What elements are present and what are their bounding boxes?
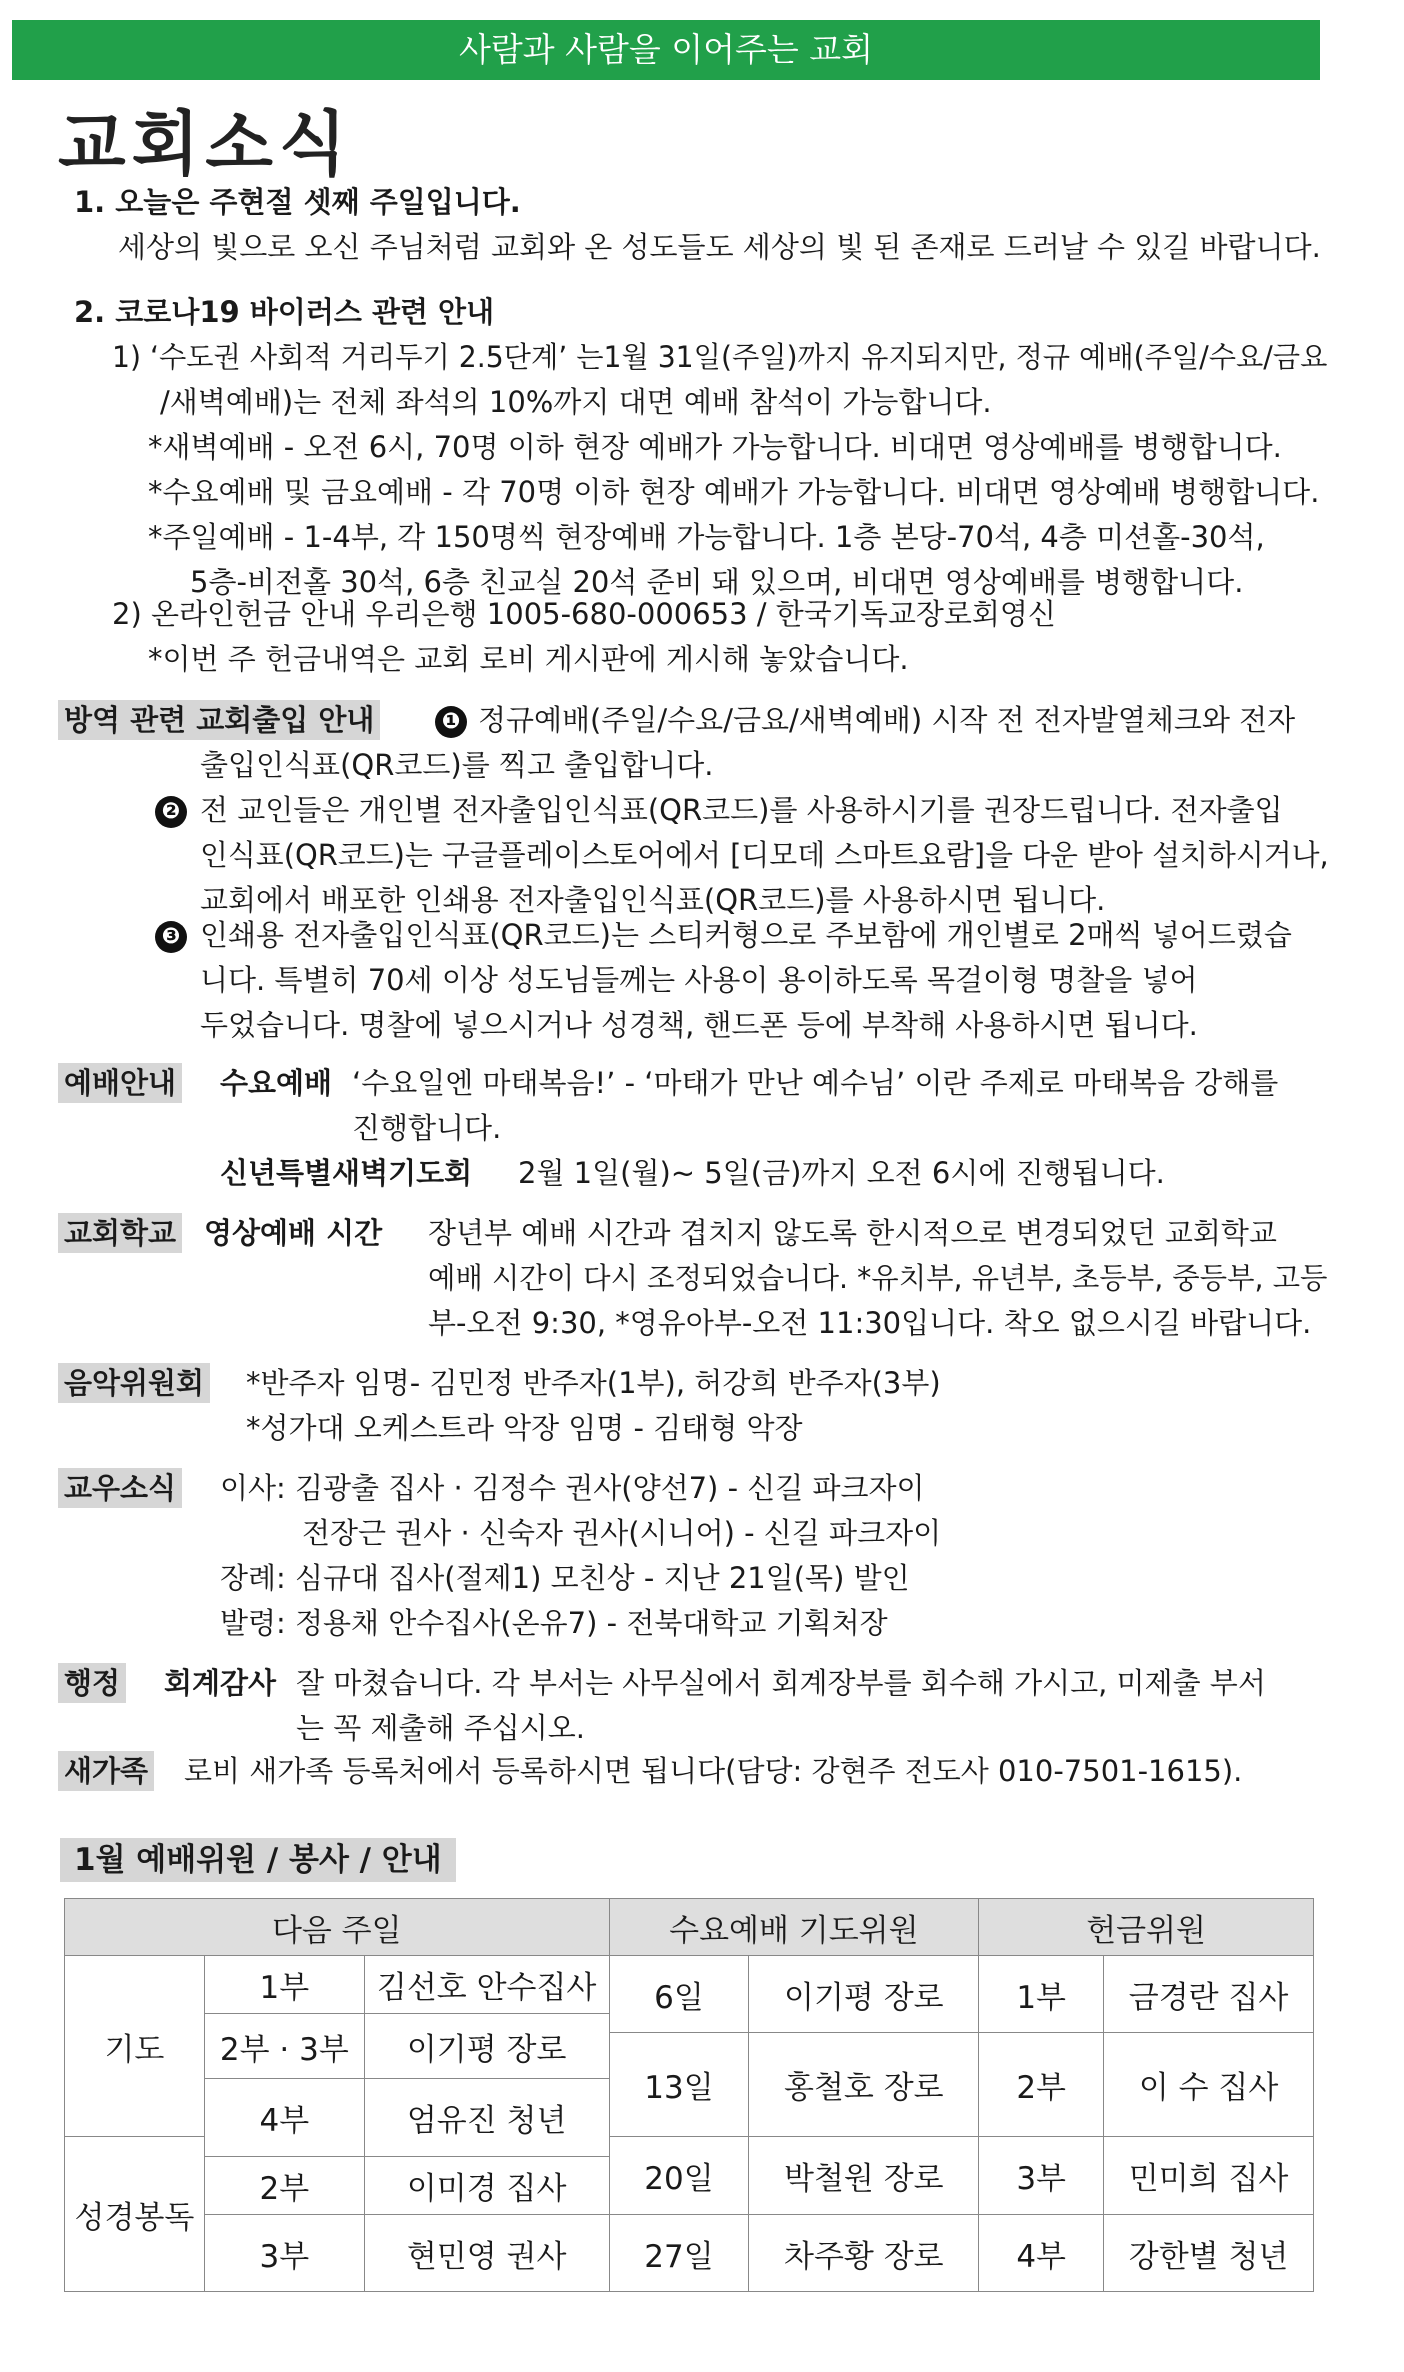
service-cell: 2부 [204, 2157, 364, 2215]
quarantine-p1-line1: 정규예배(주일/수요/금요/새벽예배) 시작 전 전자발열체크와 전자 [478, 703, 1296, 737]
quarantine-p1-line2: 출입인식표(QR코드)를 찍고 출입합니다. [200, 748, 714, 782]
wednesday-service-line1: ‘수요일엔 마태복음!’ - ‘마태가 만난 예수님’ 이란 주제로 마태복음 강해를 [352, 1066, 1279, 1100]
members-line1: 이사: 김광출 집사 · 김정수 권사(양선7) - 신길 파크자이 [220, 1471, 925, 1505]
newfamily-text: 로비 새가족 등록처에서 등록하시면 됩니다(담당: 강현주 전도사 010-7501-1615). [184, 1754, 1243, 1788]
number-3-badge: ❸ [155, 921, 187, 953]
person-cell: 엄유진 청년 [364, 2079, 609, 2157]
covid-line-6: 5층-비전홀 30석, 6층 친교실 20석 준비 돼 있으며, 비대면 영상예배를 병행합니다. [190, 565, 1244, 599]
members-line3: 장례: 심규대 집사(절제1) 모친상 - 지난 21일(목) 발인 [220, 1561, 910, 1595]
person-cell: 현민영 권사 [364, 2215, 609, 2292]
offering-name-cell: 이 수 집사 [1104, 2033, 1314, 2137]
school-line1: 장년부 예배 시간과 겹치지 않도록 한시적으로 변경되었던 교회학교 [428, 1216, 1277, 1250]
school-video-label: 영상예배 시간 [204, 1216, 383, 1250]
covid-line-2: /새벽예배)는 전체 좌석의 10%까지 대면 예배 참석이 가능합니다. [160, 385, 992, 419]
wednesday-service-line2: 진행합니다. [352, 1111, 502, 1145]
wednesday-name-cell: 이기평 장로 [749, 1956, 979, 2033]
covid-line-4: *수요예배 및 금요예배 - 각 70명 이하 현장 예배가 가능합니다. 비대면 영상예배 병행합니다. [148, 475, 1320, 509]
wednesday-date-cell: 13일 [609, 2033, 749, 2137]
offering-service-cell: 2부 [979, 2033, 1104, 2137]
offering-service-cell: 3부 [979, 2137, 1104, 2215]
covid-line-1: 1) ‘수도권 사회적 거리두기 2.5단계’ 는1월 31일(주일)까지 유지되지만, 정규 예배(주일/수요/금요 [112, 340, 1328, 374]
school-line2: 예배 시간이 다시 조정되었습니다. *유치부, 유년부, 초등부, 중등부, 고등 [428, 1261, 1328, 1295]
offering-name-cell: 강한별 청년 [1104, 2215, 1314, 2292]
offering-service-cell: 1부 [979, 1956, 1104, 2033]
header-offering: 헌금위원 [979, 1899, 1314, 1956]
service-cell: 1부 [204, 1956, 364, 2014]
offering-name-cell: 금경란 집사 [1104, 1956, 1314, 2033]
wednesday-date-cell: 27일 [609, 2215, 749, 2292]
covid-line-3: *새벽예배 - 오전 6시, 70명 이하 현장 예배가 가능합니다. 비대면 영상예배를 병행합니다. [148, 430, 1282, 464]
school-tag: 교회학교 [58, 1213, 182, 1253]
person-cell: 이미경 집사 [364, 2157, 609, 2215]
quarantine-p3-line1: 인쇄용 전자출입인식표(QR코드)는 스티커형으로 주보함에 개인별로 2매씩 넣어드렸습 [200, 918, 1292, 952]
school-line3: 부-오전 9:30, *영유아부-오전 11:30입니다. 착오 없으시길 바랍니다. [428, 1306, 1312, 1340]
offering-service-cell: 4부 [979, 2215, 1104, 2292]
service-cell: 4부 [204, 2079, 364, 2157]
covid-line-5: *주일예배 - 1-4부, 각 150명씩 현장예배 가능합니다. 1층 본당-70석, 4층 미션홀-30석, [148, 520, 1265, 554]
wednesday-date-cell: 6일 [609, 1956, 749, 2033]
item2-title: 2. 코로나19 바이러스 관련 안내 [74, 295, 495, 329]
prayer-label: 기도 [65, 1956, 205, 2137]
newfamily-tag: 새가족 [58, 1751, 154, 1791]
quarantine-p2-line1: 전 교인들은 개인별 전자출입인식표(QR코드)를 사용하시기를 권장드립니다. 전자출입 [200, 793, 1283, 827]
person-cell: 이기평 장로 [364, 2014, 609, 2079]
offering-line-2: *이번 주 헌금내역은 교회 로비 게시판에 게시해 놓았습니다. [148, 642, 909, 676]
audit-label: 회계감사 [164, 1666, 277, 1700]
number-1-badge: ❶ [435, 706, 467, 738]
members-tag: 교우소식 [58, 1468, 182, 1508]
admin-line1: 잘 마쳤습니다. 각 부서는 사무실에서 회계장부를 회수해 가시고, 미제출 부서 [296, 1666, 1266, 1700]
header-next-sunday: 다음 주일 [65, 1899, 610, 1956]
admin-line2: 는 꼭 제출해 주십시오. [296, 1711, 585, 1745]
service-cell: 2부 · 3부 [204, 2014, 364, 2079]
dawn-prayer-label: 신년특별새벽기도회 [220, 1156, 473, 1190]
person-cell: 김선호 안수집사 [364, 1956, 609, 2014]
item1-text: 세상의 빛으로 오신 주님처럼 교회와 온 성도들도 세상의 빛 된 존재로 드러날 수 있길 바랍니다. [118, 230, 1321, 264]
duty-table [64, 1898, 1314, 2292]
music-line2: *성가대 오케스트라 악장 임명 - 김태형 악장 [246, 1411, 803, 1445]
members-line2: 전장근 권사 · 신숙자 권사(시니어) - 신길 파크자이 [302, 1516, 942, 1550]
wednesday-name-cell: 박철원 장로 [749, 2137, 979, 2215]
header-banner: 사람과 사람을 이어주는 교회 [12, 20, 1320, 80]
quarantine-p2-line3: 교회에서 배포한 인쇄용 전자출입인식표(QR코드)를 사용하시면 됩니다. [200, 883, 1106, 917]
bible-reading-label: 성경봉독 [65, 2137, 205, 2292]
worship-tag: 예배안내 [58, 1063, 182, 1103]
wednesday-name-cell: 홍철호 장로 [749, 2033, 979, 2137]
wednesday-service-label: 수요예배 [220, 1066, 333, 1100]
offering-name-cell: 민미희 집사 [1104, 2137, 1314, 2215]
members-line4: 발령: 정용채 안수집사(온유7) - 전북대학교 기획처장 [220, 1606, 888, 1640]
music-tag: 음악위원회 [58, 1363, 210, 1403]
schedule-title: 1월 예배위원 / 봉사 / 안내 [60, 1838, 456, 1882]
quarantine-p2-line2: 인식표(QR코드)는 구글플레이스토어에서 [디모데 스마트요람]을 다운 받아 설치하시거나, [200, 838, 1329, 872]
wednesday-date-cell: 20일 [609, 2137, 749, 2215]
item1-title: 1. 오늘은 주현절 셋째 주일입니다. [74, 185, 521, 219]
number-2-badge: ❷ [155, 796, 187, 828]
offering-line-1: 2) 온라인헌금 안내 우리은행 1005-680-000653 / 한국기독교장로회영신 [112, 597, 1056, 631]
wednesday-name-cell: 차주황 장로 [749, 2215, 979, 2292]
music-line1: *반주자 임명- 김민정 반주자(1부), 허강희 반주자(3부) [246, 1366, 941, 1400]
quarantine-p3-line2: 니다. 특별히 70세 이상 성도님들께는 사용이 용이하도록 목걸이형 명찰을 넣어 [200, 963, 1198, 997]
quarantine-tag: 방역 관련 교회출입 안내 [58, 700, 380, 740]
quarantine-p3-line3: 두었습니다. 명찰에 넣으시거나 성경책, 핸드폰 등에 부착해 사용하시면 됩니다. [200, 1008, 1198, 1042]
header-wednesday-prayer: 수요예배 기도위원 [609, 1899, 979, 1956]
admin-tag: 행정 [58, 1663, 126, 1703]
page-title: 교회소식 [58, 102, 353, 185]
service-cell: 3부 [204, 2215, 364, 2292]
dawn-prayer-text: 2월 1일(월)~ 5일(금)까지 오전 6시에 진행됩니다. [518, 1156, 1165, 1190]
